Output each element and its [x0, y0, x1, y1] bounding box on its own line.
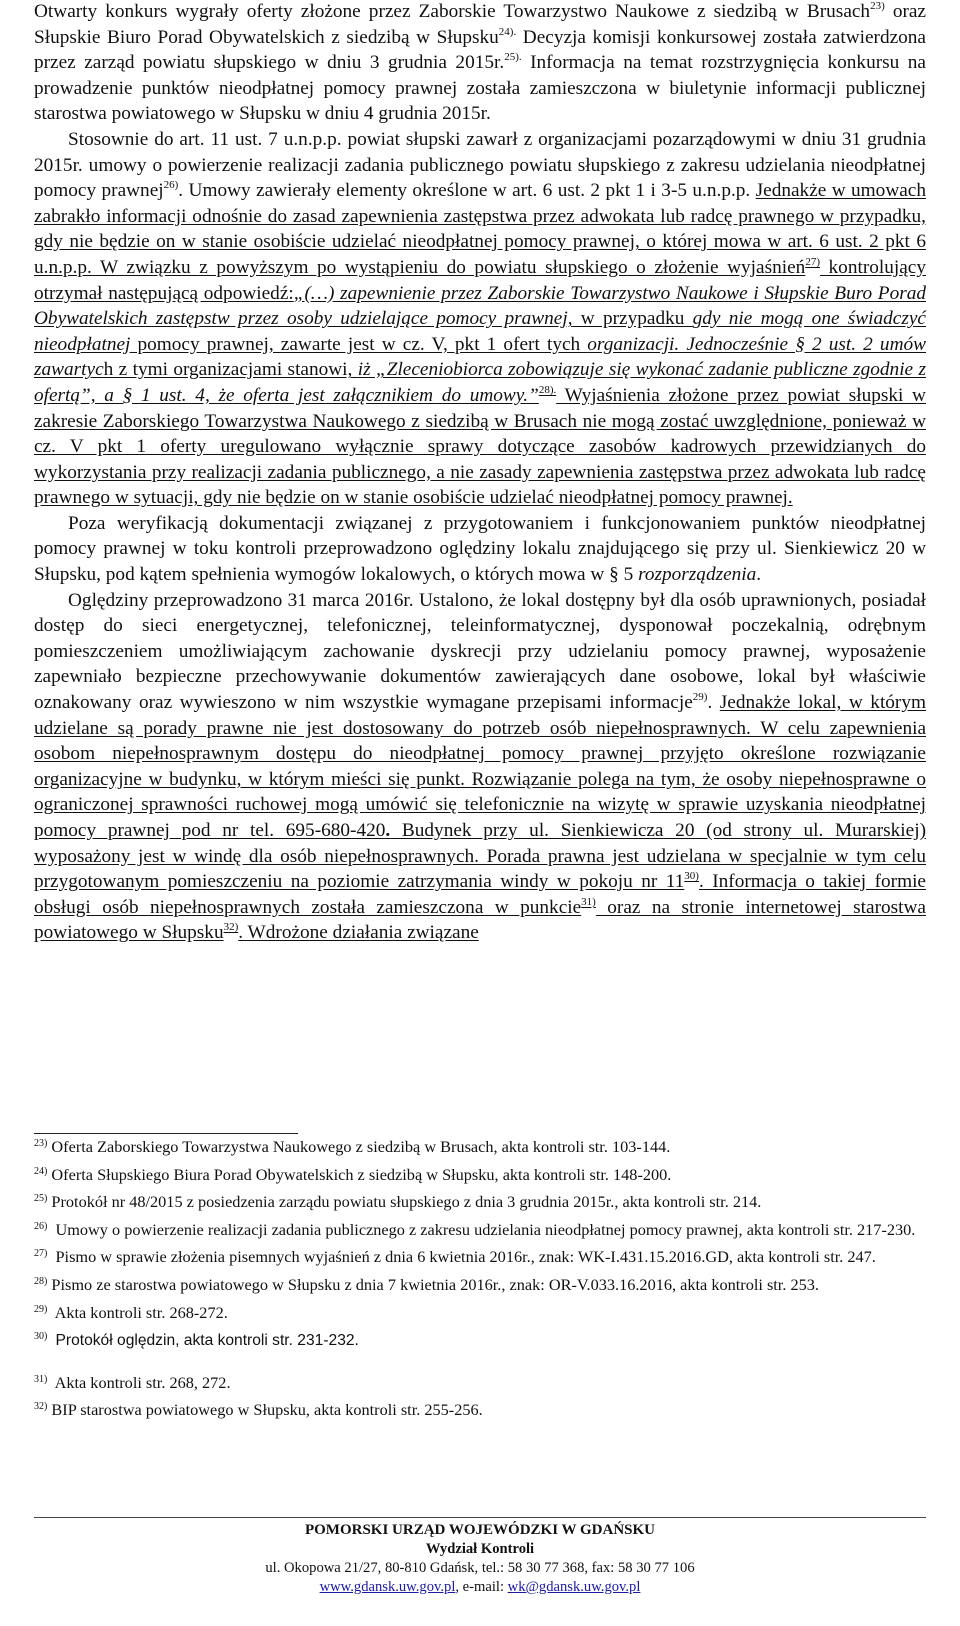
- footer-separator: [34, 1517, 926, 1518]
- text-span: Oględziny przeprowadzono 31 marca 2016r. Ustalono, że lokal dostępny był dla osób uprawnionych, posiadał dostęp do sieci energetycznej, telefonicznej, teleinformatycznej, dysponował poczekalnią, odrębnym pomieszczeniem umożliwiającym zachowanie dyskrecji przy udzielaniu pomocy prawnej, wyposażenie zapewniało bezpieczne przechowywanie dokumentów zawierających dane osobowe, lokal był właściwie oznakowany oraz wywieszono w nim wszystkie wymagane przepisami informacje: [34, 589, 926, 714]
- email-label: , e-mail:: [455, 1579, 508, 1595]
- text-span: . Umowy zawierały elementy określone w art. 6 ust. 2 pkt 1 i 3-5 u.n.p.p.: [178, 180, 756, 202]
- footnote-ref: 23): [870, 0, 885, 12]
- underlined-text: pomocy prawnej, zawarte jest w cz. V, pkt 1 ofert tych: [130, 333, 588, 355]
- text-span: .: [756, 564, 762, 586]
- website-link[interactable]: www.gdansk.uw.gov.pl: [319, 1579, 456, 1595]
- text-span: oraz Słupskie Biuro Porad Obywatelskich z siedzibą w Słupsku: [34, 1, 926, 48]
- italic-text: rozporządzenia: [638, 564, 757, 586]
- footnote-23: [34, 1136, 926, 1158]
- footnote-ref: 30): [684, 870, 699, 883]
- footnote-text: Pismo w sprawie złożenia pisemnych wyjaśnień z dnia 6 kwietnia 2016r., znak: WK-I.431.15.2016.GD, akta kontroli str. 247.: [55, 1247, 876, 1267]
- footnote-29: [34, 1302, 926, 1324]
- footnote-separator: [34, 1133, 298, 1134]
- underlined-text: Informacja o takiej formie obsługi osób niepełnosprawnych została zamieszczona w punkcie: [34, 871, 926, 918]
- footnote-text: Oferta Zaborskiego Towarzystwa Naukowego z siedzibą w Brusach, akta kontroli str. 103-144.: [51, 1137, 671, 1156]
- underlined-text: Wyjaśnienia złożone przez powiat słupski w zakresie Zaborskiego Towarzystwa Naukowego z siedzibą w Brusach nie mogą zostać uwzględnione, ponieważ w cz. V pkt 1 oferty uregulowano wyłącznie sprawy dotyczące zasobów kadrowych przewidzianych do wykorzystania przy realizacji zadania publicznego, a nie zasady zapewnienia zastępstwa przez adwokata lub radcę prawnego w sytuacji, gdy nie będzie on w stanie osobiście udzielać nieodpłatnej pomocy prawnej.: [34, 384, 926, 509]
- footnote-text: Protokół nr 48/2015 z posiedzenia zarządu powiatu słupskiego z dnia 3 grudnia 2015r., akta kontroli str. 214.: [51, 1192, 762, 1212]
- footnote-31: [34, 1372, 926, 1394]
- footnote-28: [34, 1274, 926, 1296]
- footnotes: [34, 1136, 926, 1427]
- footnote-text: BIP starostwa powiatowego w Słupsku, akta kontroli str. 255-256.: [51, 1400, 483, 1420]
- footnote-number: 23): [34, 1138, 48, 1149]
- footnote-26: [34, 1219, 926, 1241]
- underlined-text: Jednakże lokal, w którym udzielane są porady prawne nie jest dostosowany do potrzeb osób niepełnosprawnych. W celu zapewnienia osobom niepełnosprawnym dostępu do nieodpłatnej pomocy prawnej przyjęto określone rozwiązanie organizacyjne w budynku, w którym mieści się punkt. Rozwiązanie polega na tym, że osoby niepełnosprawne o ograniczonej sprawności ruchowej mogą umówić się telefonicznie na wizytę w sprawie uzyskania nieodpłatnej pomocy prawnej pod nr tel. 695-680-420: [34, 692, 926, 841]
- footnote-ref: 29): [692, 691, 708, 704]
- quoted-text: iż „Zleceniobiorca zobowiązuje się wykonać zadanie publiczne zgodnie z ofertą”, a § 1 ust. 4, że oferta jest załącznikiem do umowy.”: [34, 359, 926, 406]
- underlined-text: kontrolujący otrzymał następującą odpowiedź:: [34, 256, 926, 304]
- paragraph-4: [34, 588, 926, 946]
- footnote-number: 28): [34, 1275, 48, 1287]
- footnote-32: [34, 1399, 926, 1421]
- email-link[interactable]: wk@gdansk.uw.gov.pl: [507, 1579, 641, 1595]
- footnote-ref: 27): [805, 255, 820, 268]
- footnote-ref: 26): [163, 179, 179, 192]
- footnote-ref: 24).: [498, 25, 517, 38]
- underlined-text: oraz na stronie internetowej starostwa powiatowego w Słupsku: [34, 896, 926, 944]
- footnote-text: Protokół oględzin, akta kontroli str. 231-232.: [55, 1332, 359, 1350]
- underlined-text: Budynek przy ul. Sienkiewicza 20 (od strony ul. Murarskiej) wyposażony jest w windę dla osób niepełnosprawnych. Porada prawna jest udzielana w specjalnie w tym celu przygotowanym pomieszczeniu na poziomie zatrzymania windy w pokoju nr 11: [34, 820, 926, 893]
- footnote-ref: 28).: [538, 383, 557, 396]
- footnote-number: 24): [34, 1165, 48, 1177]
- footnote-number: 30): [34, 1331, 48, 1343]
- footnote-27: [34, 1246, 926, 1268]
- footnote-number: 27): [34, 1248, 48, 1260]
- footnote-text: Akta kontroli str. 268, 272.: [54, 1372, 231, 1392]
- footnote-number: 31): [34, 1373, 48, 1385]
- footer-address: ul. Okopowa 21/27, 80-810 Gdańsk, tel.: 58 30 77 368, fax: 58 30 77 106: [265, 1560, 695, 1576]
- footnote-number: 32): [34, 1401, 48, 1413]
- footnote-ref: 25).: [504, 51, 522, 64]
- footnote-text: Umowy o powierzenie realizacji zadania publicznego z zakresu udzielania nieodpłatnej pomocy prawnej, akta kontroli str. 217-230.: [55, 1219, 916, 1239]
- text-span: Poza weryfikacją dokumentacji związanej z przygotowaniem i funkcjonowaniem punktów nieodpłatnej pomocy prawnej w toku kontroli przeprowadzono oględziny lokalu znajdującego się przy ul. Sienkiewicz 20 w Słupsku, pod kątem spełnienia wymogów lokalowych, o których mowa w § 5: [34, 512, 926, 586]
- footnote-ref: 31): [581, 895, 596, 908]
- text-span: Otwarty konkurs wygrały oferty złożone przez Zaborskie Towarzystwo Naukowe z siedzibą w Brusach: [34, 1, 871, 22]
- footnote-number: 29): [34, 1303, 48, 1315]
- underlined-text: w przypadku: [572, 308, 693, 330]
- main-text: [34, 0, 926, 946]
- bold-text: .: [385, 820, 391, 841]
- quoted-text: gdy nie mogą one świadczyć nieodpłatnej: [34, 308, 926, 355]
- text-span: Informacja na temat rozstrzygnięcia konkursu na prowadzenie punktów nieodpłatnej pomocy prawnej została zamieszczona w biuletynie informacji publicznej starostwa powiatowego w Słupsku w dniu 4 grudnia 2015r.: [34, 52, 926, 125]
- underlined-text: . Wdrożone działania związane: [238, 922, 479, 944]
- paragraph-2: [34, 127, 926, 511]
- footnote-gap: [34, 1358, 926, 1372]
- paragraph-1: [34, 0, 926, 127]
- underlined-text: .: [698, 871, 704, 893]
- underlined-text: Jednakże w umowach zabrakło informacji odnośnie do zasad zapewnienia zastępstwa przez adwokata lub radcę prawnego w przypadku, gdy nie będzie on w stanie osobiście udzielać nieodpłatnej pomocy prawnej, o której mowa w art. 6 ust. 2 pkt 6 u.n.p.p. W związku z powyższym po wystąpieniu do powiatu słupskiego o złożenie wyjaśnień: [34, 180, 926, 278]
- underlined-text: h z tymi organizacjami stanowi,: [103, 359, 358, 381]
- text-span: .: [707, 692, 720, 714]
- footnote-text: Oferta Słupskiego Biura Porad Obywatelskich z siedzibą w Słupsku, akta kontroli str. 148-200.: [51, 1164, 672, 1184]
- text-span: Stosownie do art. 11 ust. 7 u.n.p.p. powiat słupski zawarł z organizacjami pozarządowymi w dniu 31 grudnia 2015r. umowy o powierzenie realizacji zadania publicznego powiatu słupskiego z zakresu udzielania nieodpłatnej pomocy prawnej: [34, 128, 926, 202]
- footnote-number: 25): [34, 1193, 48, 1205]
- footnote-number: 26): [34, 1220, 48, 1232]
- quoted-text: organizacji. Jednocześnie § 2 ust. 2 umów zawartyc: [34, 333, 926, 381]
- footer-department: Wydział Kontroli: [425, 1541, 535, 1557]
- footnote-30: [34, 1329, 926, 1352]
- quoted-text: „(…) zapewnienie przez Zaborskie Towarzystwo Naukowe i Słupskie Buro Porad Obywatelskich zastępstw przez osoby udzielające pomocy prawnej,: [34, 282, 926, 330]
- footer-contact: [34, 1578, 926, 1597]
- footnote-ref: 32): [223, 921, 239, 934]
- footnote-24: [34, 1164, 926, 1186]
- paragraph-3: [34, 511, 926, 588]
- text-span: Decyzja komisji konkursowej została zatwierdzona przez zarząd powiatu słupskiego w dniu 3 grudnia 2015r.: [34, 26, 926, 74]
- page-footer: [34, 1521, 926, 1597]
- footer-organization: POMORSKI URZĄD WOJEWÓDZKI W GDAŃSKU: [304, 1522, 656, 1538]
- footnote-text: Akta kontroli str. 268-272.: [54, 1302, 228, 1322]
- footnote-text: Pismo ze starostwa powiatowego w Słupsku z dnia 7 kwietnia 2016r., znak: OR-V.033.16.2016, akta kontroli str. 253.: [51, 1274, 819, 1294]
- footnote-25: [34, 1191, 926, 1213]
